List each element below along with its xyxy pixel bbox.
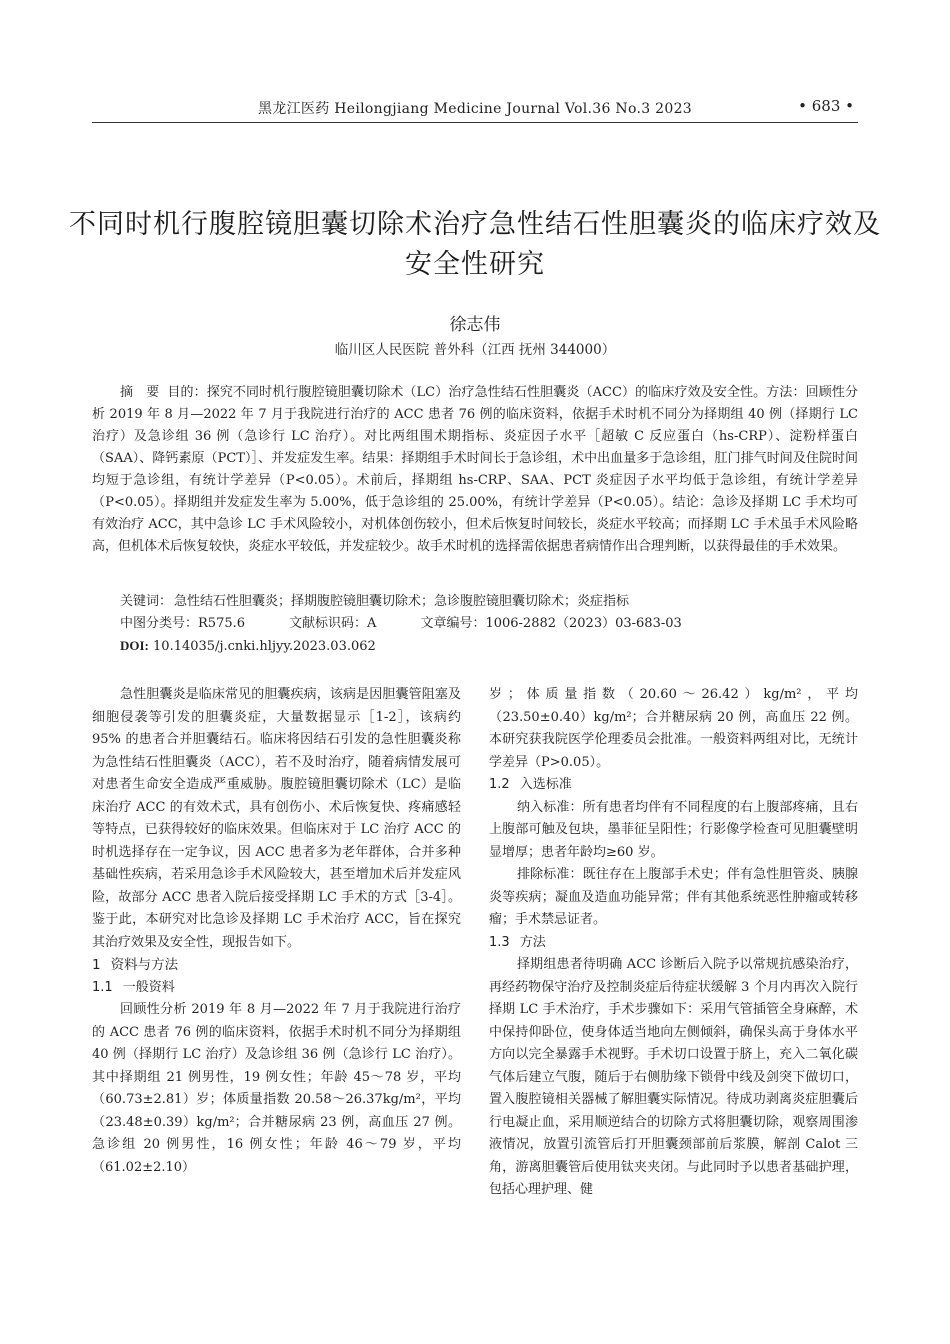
doi-value: 10.14035/j.cnki.hljyy.2023.03.062 [153,639,376,654]
journal-citation: 黑龙江医药 Heilongjiang Medicine Journal Vol.36 No.3 2023 [258,101,692,117]
clc-label: 中图分类号： [120,616,199,631]
page-number: • 683 • [798,97,854,115]
classification-line [120,613,858,635]
section-number: 1.3 [489,934,510,950]
clc-number: R575.6 [198,616,246,631]
section-number: 1.1 [92,979,113,995]
intro-paragraph: 急性胆囊炎是临床常见的胆囊疾病，该病是因胆囊管阻塞及细胞侵袭等引发的胆囊炎症，大量数据显示［1-2］，该病约 95% 的患者合并胆囊结石。临床将因结石引发的急性胆囊炎称为急性结石性胆囊炎（ACC），若不及时治疗，随着病情发展可对患者生命安全造成严重威胁。腹腔镜胆囊切除术（LC）是临床治疗 ACC 的有效术式，具有创伤小、术后恢复快、疼痛感轻等特点，已获得较好的临床效果。但临床对于 LC 治疗 ACC 的时机选择存在一定争议，因 ACC 患者多为老年群体，合并多种基础性疾病，若采用急诊手术风险较大，甚至增加术后并发症风险，故部分 ACC 患者入院后接受择期 LC 手术的方式［3-4］。鉴于此，本研究对比急诊及择期 LC 手术治疗 ACC，旨在探究其治疗效果及安全性，现报告如下。 [92,687,461,950]
abstract-label: 摘 要 [120,385,160,400]
section-heading-1-1 [92,977,461,1000]
section-title: 资料与方法 [110,957,179,973]
author-affiliation: 临川区人民医院 普外科（江西 抚州 344000） [334,342,616,358]
section-heading-1-3 [489,932,858,955]
abstract-text: 目的：探究不同时机行腹腔镜胆囊切除术（LC）治疗急性结石性胆囊炎（ACC）的临床疗效及安全性。方法：回顾性分析 2019 年 8 月—2022 年 7 月于我院进行治疗的 ACC 患者 76 例的临床资料，依据手术时机不同分为择期组 40 例（择期行 LC 治疗）及急诊组 36 例（急诊行 LC 治疗）。对比两组围术期指标、炎症因子水平［超敏 C 反应蛋白（hs-CRP）、淀粉样蛋白（SAA）、降钙素原（PCT）］、并发症发生率。结果：择期组手术时间长于急诊组，术中出血量多于急诊组，肛门排气时间及住院时间均短于急诊组，有统计学差异（P<0.05）。术前后，择期组 hs-CRP、SAA、PCT 炎症因子水平均低于急诊组，有统计学差异（P<0.05）。择期组并发症发生率为 5.00%，低于急诊组的 25.00%，有统计学差异（P<0.05）。结论：急诊及择期 LC 手术均可有效治疗 ACC，其中急诊 LC 手术风险较小，对机体创伤较小，但术后恢复时间较长，炎症水平较高；而择期 LC 手术虽手术风险略高，但机体术后恢复较快，炎症水平较低，并发症较少。故手术时机的选择需依据患者病情作出合理判断，以获得最佳的手术效果。 [92,385,858,554]
method-paragraph: 择期组患者待明确 ACC 诊断后入院予以常规抗感染治疗，再经药物保守治疗及控制炎症后待症状缓解 3 个月内再次入院行择期 LC 手术治疗，手术步骤如下：采用气管插管全身麻醉，术中保持仰卧位，使身体适当地向左侧倾斜，确保头高于身体水平方向以完全暴露手术视野。手术切口设置于脐上，充入二氧化碳气体后建立气腹，随后于右侧肋缘下锁骨中线及剑突下做切口，置入腹腔镜相关器械了解胆囊实际情况。待成功剥离炎症胆囊后行电凝止血，采用顺逆结合的切除方式将胆囊切除，观察周围渗液情况，放置引流管后打开胆囊颈部前后浆膜，解剖 Calot 三角，游离胆囊管后使用钛夹夹闭。与此同时予以患者基础护理，包括心理护理、健 [489,957,858,1197]
doc-code-label: 文献标识码： [289,616,368,631]
running-header [92,96,858,123]
keywords-text: 急性结石性胆囊炎；择期腹腔镜胆囊切除术；急诊腹腔镜胆囊切除术；炎症指标 [174,594,630,609]
doi-line [120,635,858,658]
section-number: 1 [92,957,101,973]
section-title: 一般资料 [122,979,175,995]
section-title: 入选标准 [519,777,572,792]
doi-label: DOI: [120,638,149,653]
abstract [92,382,858,558]
article-number-label: 文章编号： [420,616,486,631]
section-title: 方法 [519,934,546,950]
inclusion-criteria: 纳入标准：所有患者均伴有不同程度的右上腹部疼痛，且右上腹部可触及包块，墨菲征呈阳性；行影像学检查可见胆囊壁明显增厚；患者年龄均≥60 岁。 [489,799,858,860]
keywords [120,591,858,613]
section-heading-1 [92,954,461,977]
keywords-label: 关键词： [120,594,173,609]
right-column [489,684,858,1202]
doc-code: A [367,616,377,631]
article-number: 1006-2882（2023）03-683-03 [485,616,682,631]
author-name: 徐志伟 [449,315,501,335]
article-title: 不同时机行腹腔镜胆囊切除术治疗急性结石性胆囊炎的临床疗效及安全性研究 [69,209,881,280]
section-heading-1-2 [489,774,858,797]
left-column [92,684,461,1179]
section-number: 1.2 [489,777,510,792]
general-data-paragraph: 回顾性分析 2019 年 8 月—2022 年 7 月于我院进行治疗的 ACC 患者 76 例的临床资料，依据手术时机不同分为择期组 40 例（择期行 LC 治疗）及急诊组 36 例（急诊行 LC 治疗）。其中择期组 21 例男性，19 例女性；年龄 45～78 岁，平均（60.73±2.81）岁；体质量指数 20.58～26.37kg/m²，平均（23.48±0.39）kg/m²；合并糖尿病 23 例，高血压 27 例。急诊组 20 例男性，16 例女性；年龄 46～79 岁，平均（61.02±2.10） [92,1002,461,1175]
exclusion-criteria: 排除标准：既往存在上腹部手术史；伴有急性胆管炎、胰腺炎等疾病；凝血及造血功能异常；伴有其他系统恶性肿瘤或转移瘤；手术禁忌证者。 [489,867,858,927]
general-data-continued: 岁；体质量指数（20.60～26.42）kg/m²，平均（23.50±0.40）kg/m²；合并糖尿病 20 例，高血压 22 例。本研究获我院医学伦理委员会批准。一般资料两组对比，无统计学差异（P>0.05）。 [489,687,858,770]
